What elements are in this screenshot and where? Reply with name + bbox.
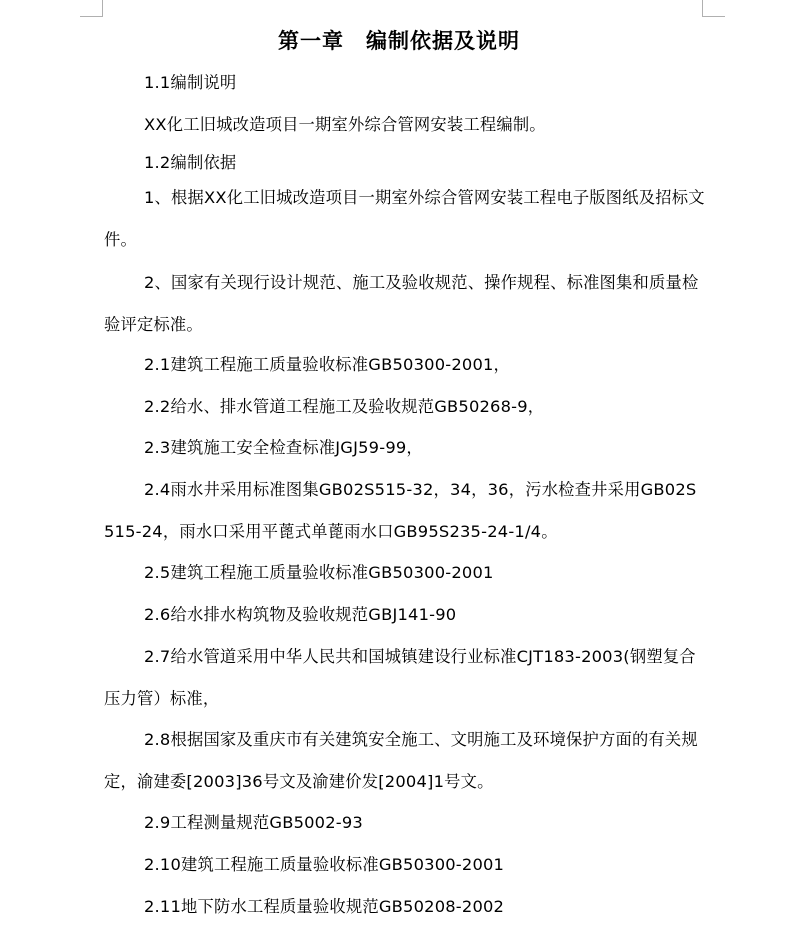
paragraph-11: 2.6给水排水构筑物及验收规范GBJ141-90 (144, 605, 457, 624)
paragraph-4: 1、根据XX化工旧城改造项目一期室外综合管网安装工程电子版图纸及招标文件。 (104, 188, 705, 249)
paragraph-16: 2.11地下防水工程质量验收规范GB50208-2002 (144, 897, 505, 916)
paragraph-12: 2.7给水管道采用中华人民共和国城镇建设行业标准CJT183-2003(钢塑复合压力管）标准， (104, 647, 696, 708)
paragraph-3: 1.2编制依据 (144, 153, 237, 172)
paragraph-2: XX化工旧城改造项目一期室外综合管网安装工程编制。 (144, 115, 546, 134)
paragraph-13: 2.8根据国家及重庆市有关建筑安全施工、文明施工及环境保护方面的有关规定，渝建委[2003]36号文及渝建价发[2004]1号文。 (104, 730, 698, 791)
paragraph-7: 2.2给水、排水管道工程施工及验收规范GB50268-9， (144, 397, 545, 416)
paragraph-6: 2.1建筑工程施工质量验收标准GB50300-2001， (144, 355, 511, 374)
chapter-title: 第一章 编制依据及说明 (278, 28, 520, 53)
paragraph-8: 2.3建筑施工安全检查标准JGJ59-99， (144, 438, 423, 457)
paragraph-5: 2、国家有关现行设计规范、施工及验收规范、操作规程、标准图集和质量检验评定标准。 (104, 273, 699, 334)
paragraph-1: 1.1编制说明 (144, 73, 237, 92)
crop-mark-top-left (80, 0, 103, 17)
paragraph-14: 2.9工程测量规范GB5002-93 (144, 813, 363, 832)
paragraph-10: 2.5建筑工程施工质量验收标准GB50300-2001 (144, 563, 494, 582)
paragraph-15: 2.10建筑工程施工质量验收标准GB50300-2001 (144, 855, 505, 874)
crop-mark-top-right (702, 0, 725, 17)
paragraph-9: 2.4雨水井采用标准图集GB02S515-32，34，36，污水检查井采用GB02S515-24，雨水口采用平蓖式单蓖雨水口GB95S235-24-1/4。 (104, 480, 697, 541)
